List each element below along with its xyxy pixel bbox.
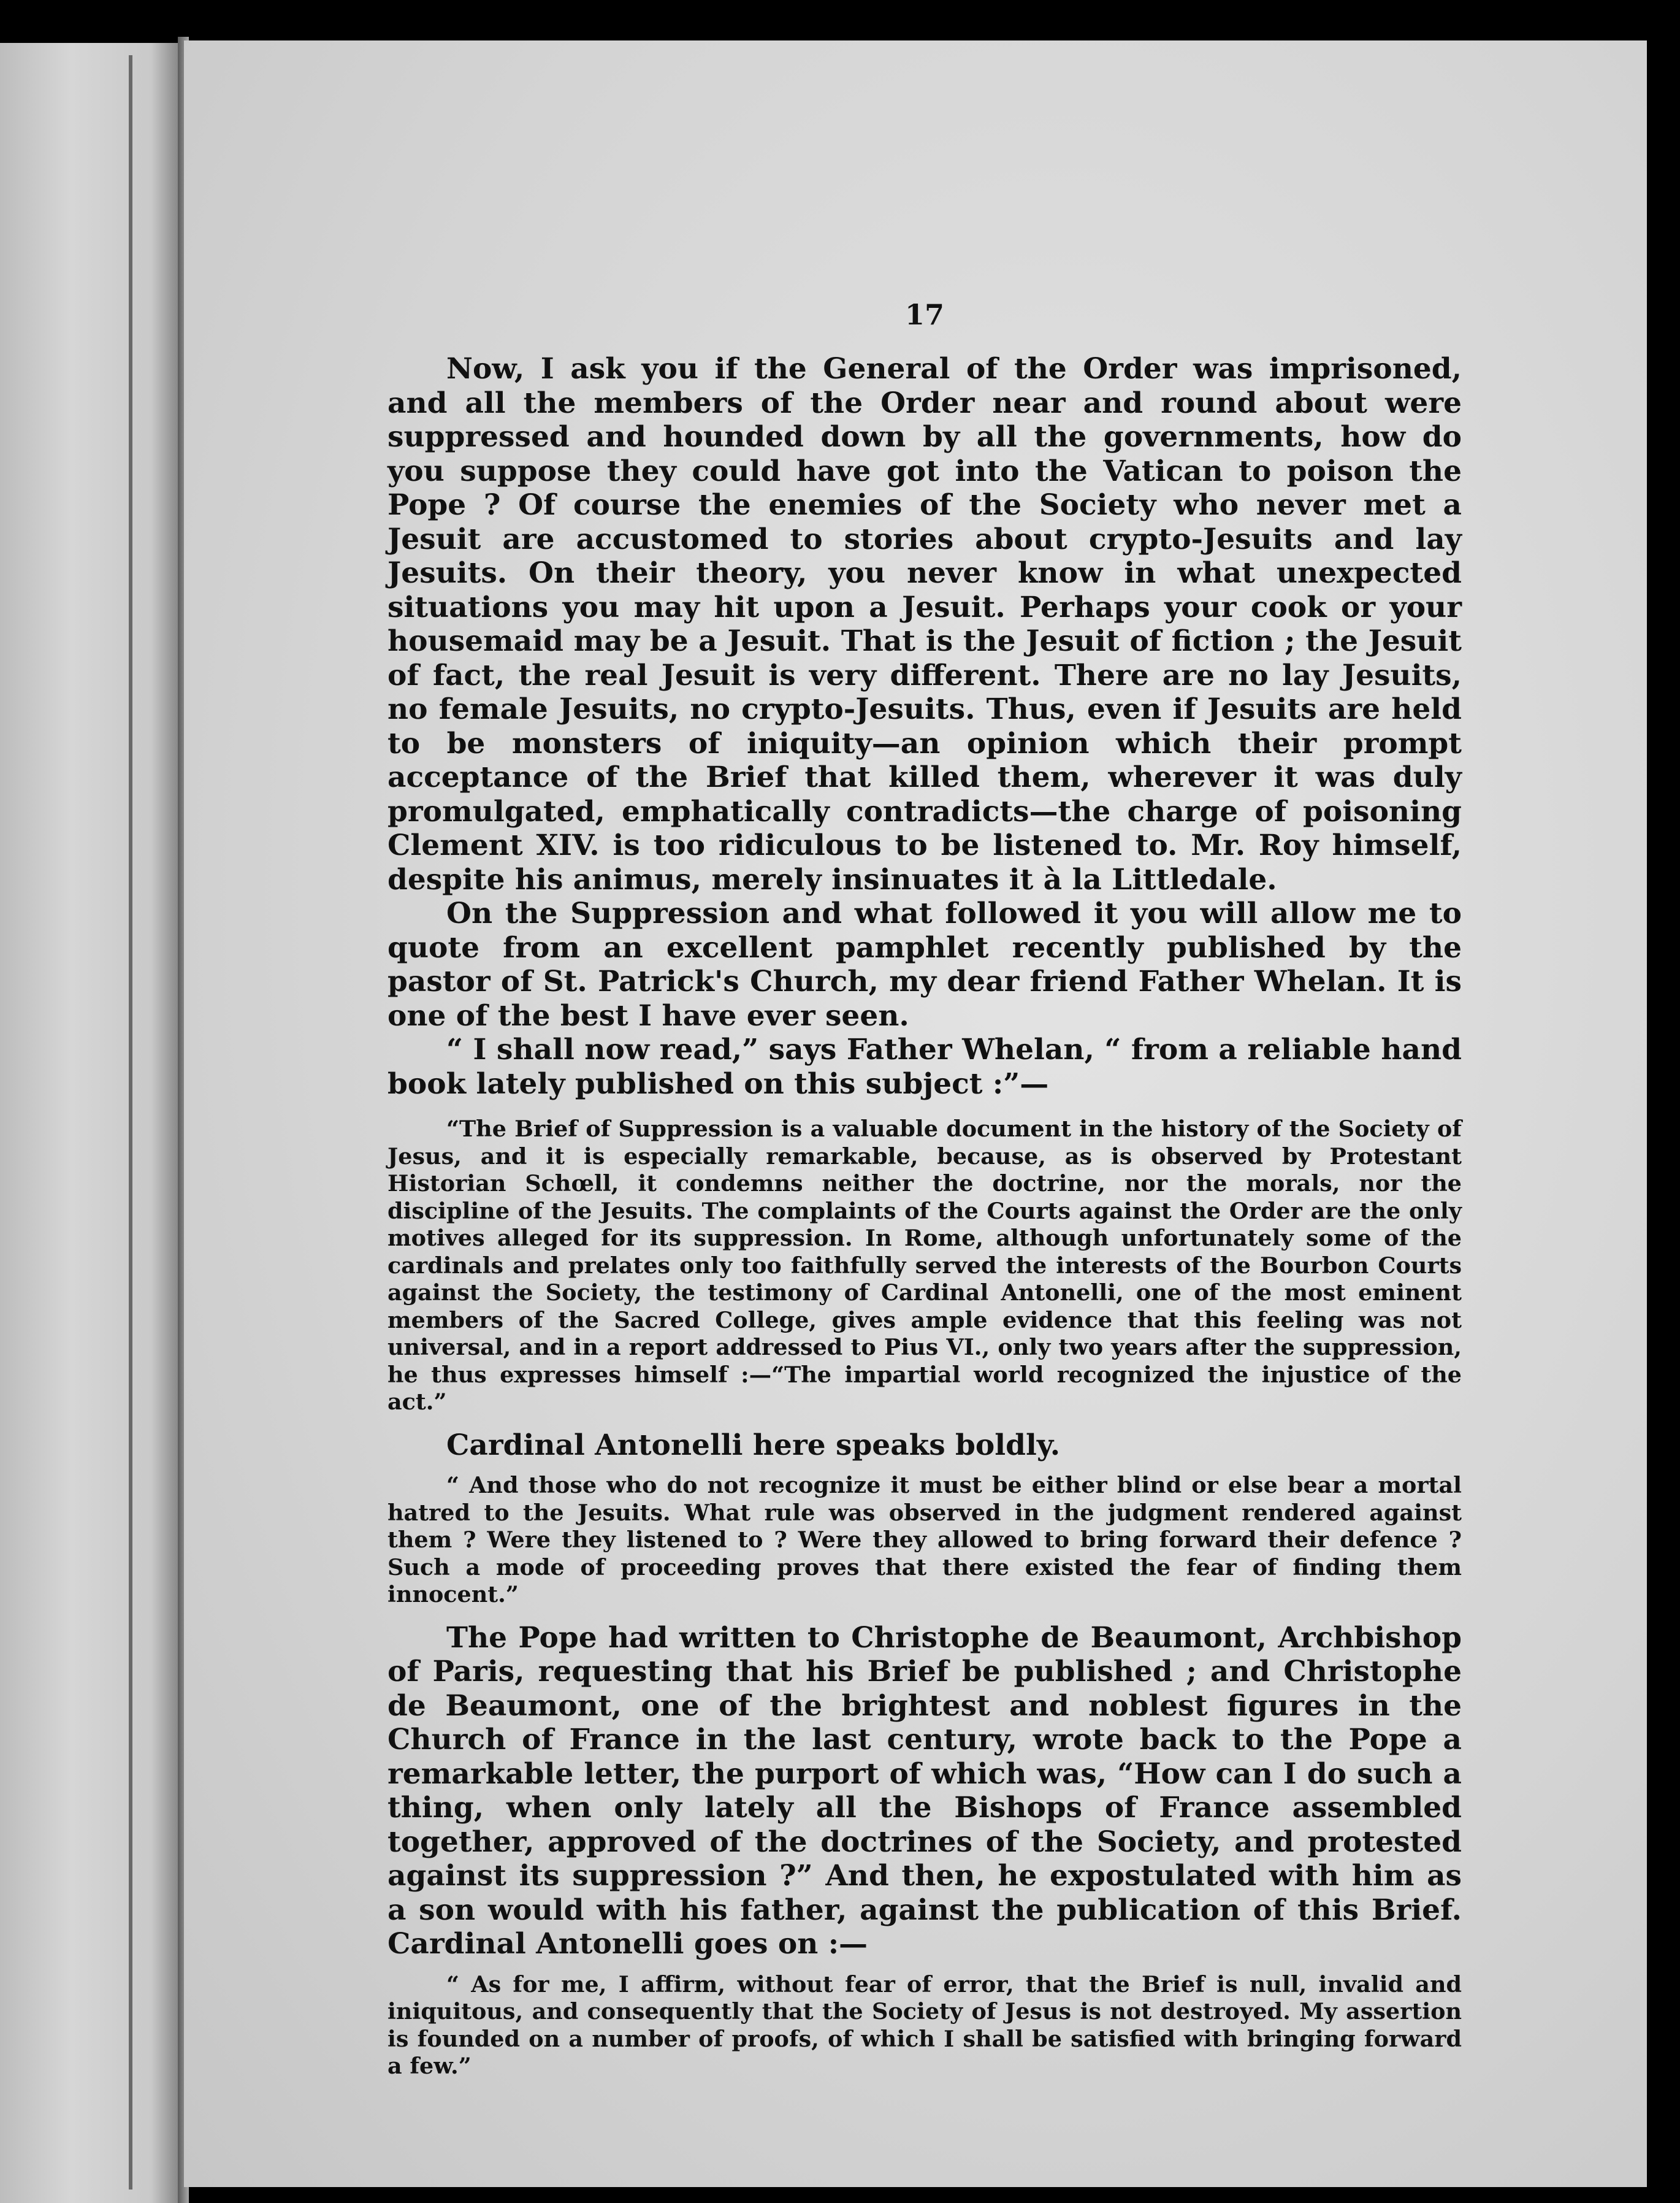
paragraph-christophe-de-beaumont: The Pope had written to Christophe de Beaumont, Archbishop of Paris, requesting that his Brief be published ; and Christophe de Beaumont, one of the brightest and noblest figures in the Church of France in the last century, wrote back to the Pope a remarkable letter, the purport of which was, “How can I do such a thing, when only lately all the Bishops of France assembled together, approved of the doctrines of the Society, and protested against its suppression ?” And then, he expostulated with him as a son would with his father, against the publication of this Brief. Cardinal Antonelli goes on :— <box>388 1620 1462 1961</box>
quote-mortal-hatred: “ And those who do not recognize it must be either blind or else bear a mortal hatred to the Jesuits. What rule was observed in the judgment rendered against them ? Were they listened to ? Were they allowed to bring forward their defence ? Such a mode of proceeding proves that there existed the fear of finding them innocent.” <box>388 1472 1462 1607</box>
paragraph-antonelli-boldly: Cardinal Antonelli here speaks boldly. <box>446 1428 1061 1462</box>
paragraph-suppression: On the Suppression and what followed it you will allow me to quote from an excellent pamphlet recently published by the pastor of St. Patrick's Church, my dear friend Father Whelan. It is one of the best I have ever seen. <box>388 897 1462 1033</box>
page-content <box>388 298 1462 2080</box>
facing-page-rule <box>129 55 132 2190</box>
paragraph-poison-pope: Now, I ask you if the General of the Order was imprisoned, and all the members of the Order near and round about were suppressed and hounded down by all the governments, how do you suppose they could have got into the Vatican to poison the Pope ? Of course the enemies of the Society who never met a Jesuit are accustomed to stories about crypto-Jesuits and lay Jesuits. On their theory, you never know in what unexpected situations you may hit upon a Jesuit. Perhaps your cook or your housemaid may be a Jesuit. That is the Jesuit of fiction ; the Jesuit of fact, the real Jesuit is very different. There are no lay Jesuits, no female Jesuits, no crypto-Jesuits. Thus, even if Jesuits are held to be monsters of iniquity—an opinion which their prompt acceptance of the Brief that killed them, wherever it was duly promulgated, emphatically contradicts—the charge of poisoning Clement XIV. is too ridiculous to be listened to. Mr. Roy himself, despite his animus, merely insinuates it à la Littledale. <box>388 352 1462 897</box>
quote-brief-is-null: “ As for me, I affirm, without fear of error, that the Brief is null, invalid and iniquitous, and consequently that the Society of Jesus is not destroyed. My assertion is founded on a number of proofs, of which I shall be satisfied with bringing forward a few.” <box>388 1971 1462 2079</box>
page-number: 17 <box>904 298 944 331</box>
facing-page-edge <box>0 43 178 2203</box>
paragraph-whelan-intro: “ I shall now read,” says Father Whelan, “ from a reliable hand book lately published on this subject :”— <box>388 1033 1462 1101</box>
quote-brief-of-suppression: “The Brief of Suppression is a valuable document in the history of the Society of Jesus, and it is especially remarkable, because, as is observed by Protestant Historian Schœll, it condemns neither the doctrine, nor the morals, nor the discipline of the Jesuits. The complaints of the Courts against the Order are the only motives alleged for its suppression. In Rome, although unfortunately some of the cardinals and prelates only too faithfully served the interests of the Bourbon Courts against the Society, the testimony of Cardinal Antonelli, one of the most eminent members of the Sacred College, gives ample evidence that this feeling was not universal, and in a report addressed to Pius VI., only two years after the suppression, he thus expresses himself :—“The impartial world recognized the injustice of the act.” <box>388 1116 1462 1415</box>
